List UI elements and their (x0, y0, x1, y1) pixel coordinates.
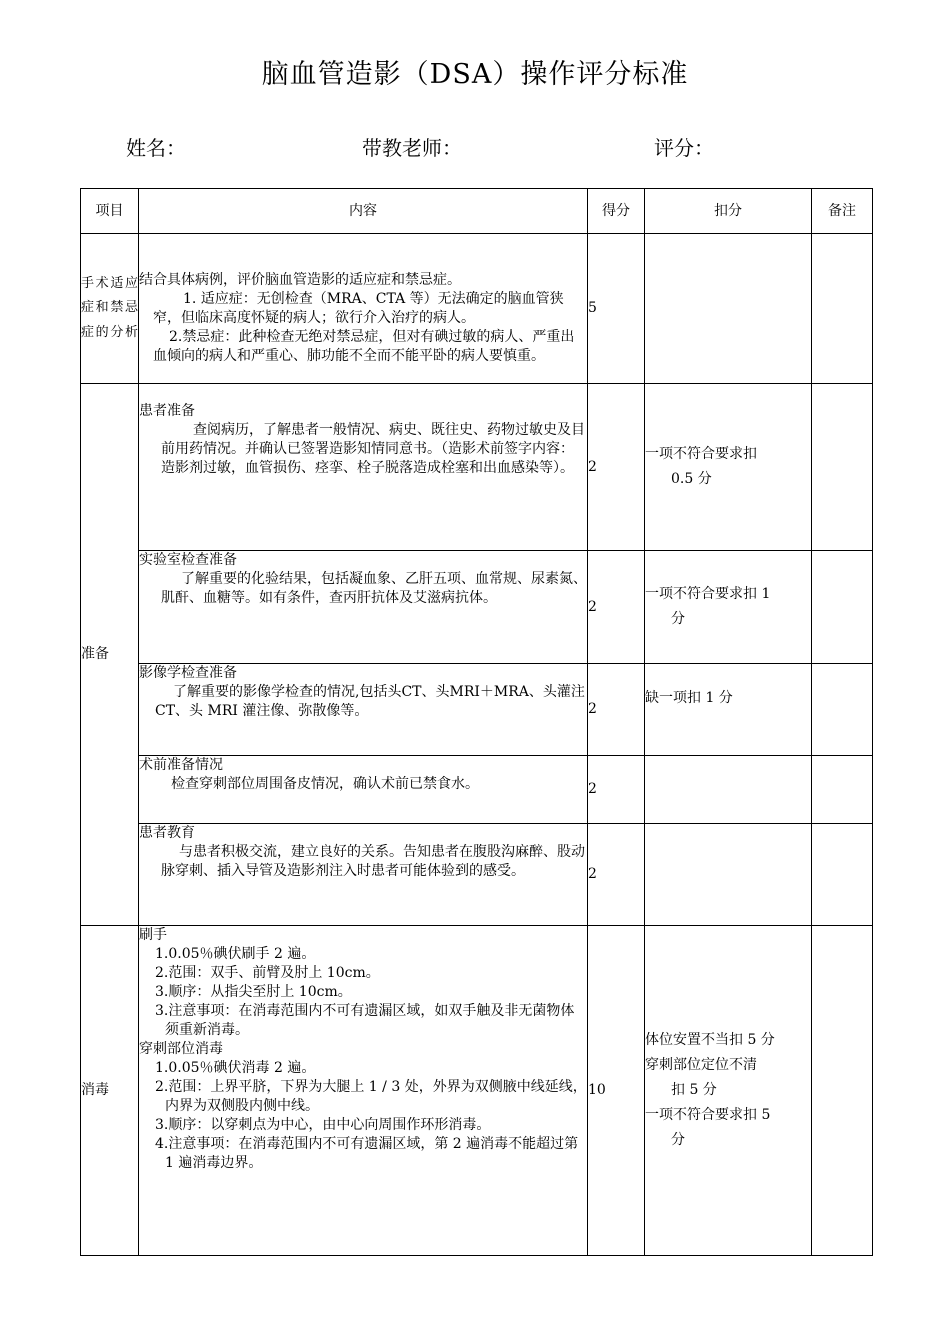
table-row (81, 824, 873, 926)
deduct-cell (645, 926, 812, 1256)
note-cell (812, 824, 873, 926)
content-cell (139, 756, 588, 824)
note-cell (812, 664, 873, 756)
table-row (81, 926, 873, 1256)
name-label: 姓名： (126, 136, 186, 160)
header-score: 得分 (588, 189, 645, 234)
content-heading: 影像学检查准备 (139, 665, 237, 681)
content-cell (139, 384, 588, 551)
table-row (81, 756, 873, 824)
deduct-text: 体位安置不当扣 5 分 (645, 1032, 775, 1048)
project-cell: 消毒 (81, 926, 139, 1256)
header-deduct: 扣分 (645, 189, 812, 234)
deduct-cell (645, 551, 812, 664)
content-heading: 患者教育 (139, 825, 195, 841)
teacher-label: 带教老师： (362, 136, 462, 160)
deduct-text: 一项不符合要求扣 (645, 446, 757, 462)
deduct-text: 0.5 分 (671, 471, 712, 487)
content-cell (139, 234, 588, 384)
list-item: 2.范围：双手、前臂及肘上 10cm。 (155, 965, 380, 981)
list-item: 3.顺序：以穿刺点为中心，由中心向周围作环形消毒。 (155, 1117, 491, 1133)
score-cell: 10 (588, 926, 645, 1256)
table-row (81, 551, 873, 664)
header-content: 内容 (139, 189, 588, 234)
content-heading: 穿刺部位消毒 (139, 1041, 223, 1057)
table-row (81, 234, 873, 384)
deduct-cell (645, 664, 812, 756)
content-item: 1. 适应症：无创检查（MRA、CTA 等）无法确定的脑血管狭窄，但临床高度怀疑的病人；欲行介入治疗的病人。 (153, 291, 564, 326)
content-heading: 刷手 (139, 927, 167, 943)
content-text: 了解重要的化验结果，包括凝血象、乙肝五项、血常规、尿素氮、肌酐、血糖等。如有条件，查丙肝抗体及艾滋病抗体。 (161, 571, 587, 606)
deduct-text: 一项不符合要求扣 5 (645, 1107, 771, 1123)
content-cell (139, 551, 588, 664)
deduct-text: 扣 5 分 (671, 1082, 717, 1098)
table-row (81, 384, 873, 551)
score-cell: 2 (588, 384, 645, 551)
project-cell: 手术适应症和禁忌症的分析 (81, 234, 139, 384)
deduct-text: 缺一项扣 1 分 (645, 690, 733, 706)
note-cell (812, 384, 873, 551)
score-cell: 5 (588, 234, 645, 384)
project-cell: 准备 (81, 384, 139, 926)
deduct-text: 分 (671, 611, 685, 627)
deduct-cell (645, 384, 812, 551)
content-text: 查阅病历，了解患者一般情况、病史、既往史、药物过敏史及目前用药情况。并确认已签署造影知情同意书。（造影术前签字内容：造影剂过敏，血管损伤、痉挛、栓子脱落造成栓塞和出血感染等）。 (161, 422, 585, 476)
deduct-cell (645, 756, 812, 824)
content-item: 2.禁忌症：此种检查无绝对禁忌症，但对有碘过敏的病人、严重出血倾向的病人和严重心、肺功能不全而不能平卧的病人要慎重。 (153, 329, 575, 364)
note-cell (812, 234, 873, 384)
list-item: 3.注意事项：在消毒范围内不可有遗漏区域，如双手触及非无菌物体须重新消毒。 (155, 1003, 575, 1038)
header-project: 项目 (81, 189, 139, 234)
score-cell: 2 (588, 551, 645, 664)
content-cell (139, 926, 588, 1256)
note-cell (812, 551, 873, 664)
content-lead: 结合具体病例，评价脑血管造影的适应症和禁忌症。 (139, 272, 461, 288)
deduct-cell (645, 824, 812, 926)
deduct-cell (645, 234, 812, 384)
content-heading: 术前准备情况 (139, 757, 223, 773)
header-note: 备注 (812, 189, 873, 234)
content-heading: 实验室检查准备 (139, 552, 237, 568)
table-row (81, 664, 873, 756)
header-row (81, 189, 873, 234)
content-text: 与患者积极交流，建立良好的关系。告知患者在腹股沟麻醉、股动脉穿刺、插入导管及造影剂注入时患者可能体验到的感受。 (161, 844, 585, 879)
score-cell: 2 (588, 664, 645, 756)
content-cell (139, 664, 588, 756)
score-cell: 2 (588, 824, 645, 926)
content-text: 检查穿刺部位周围备皮情况，确认术前已禁食水。 (171, 776, 479, 792)
list-item: 2.范围：上界平脐，下界为大腿上 1 / 3 处，外界为双侧腋中线延线，内界为双侧股内侧中线。 (155, 1079, 587, 1114)
content-text: 了解重要的影像学检查的情况,包括头CT、头MRI＋MRA、头灌注 CT、头 MRI 灌注像、弥散像等。 (155, 684, 585, 719)
deduct-text: 一项不符合要求扣 1 (645, 586, 771, 602)
score-cell: 2 (588, 756, 645, 824)
note-cell (812, 756, 873, 824)
list-item: 1.0.05％碘伏消毒 2 遍。 (155, 1060, 316, 1076)
deduct-text: 分 (671, 1132, 685, 1148)
page-title: 脑血管造影（DSA）操作评分标准 (261, 59, 689, 90)
content-heading: 患者准备 (139, 403, 195, 419)
list-item: 1.0.05％碘伏刷手 2 遍。 (155, 946, 316, 962)
note-cell (812, 926, 873, 1256)
deduct-text: 穿刺部位定位不清 (645, 1057, 757, 1073)
list-item: 3.顺序：从指尖至肘上 10cm。 (155, 984, 352, 1000)
content-cell (139, 824, 588, 926)
score-label: 评分： (654, 136, 714, 160)
list-item: 4.注意事项：在消毒范围内不可有遗漏区域，第 2 遍消毒不能超过第 1 遍消毒边界。 (155, 1136, 579, 1171)
scoring-table (80, 188, 873, 1256)
